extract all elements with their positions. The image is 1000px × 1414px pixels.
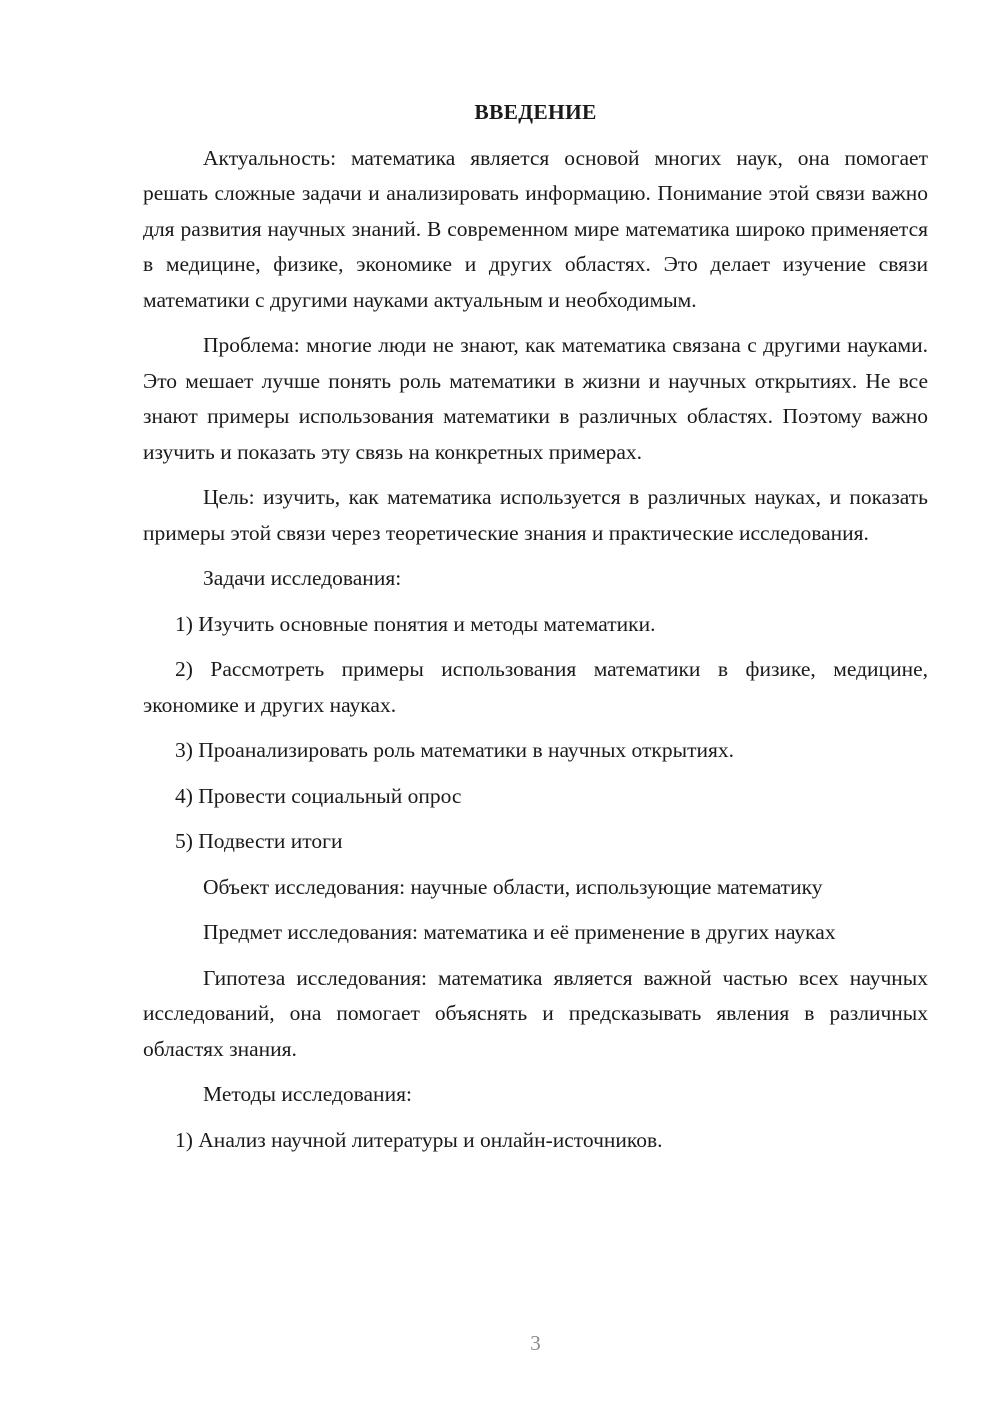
tasks-heading: Задачи исследования: bbox=[203, 566, 402, 590]
page-number: 3 bbox=[530, 1331, 541, 1355]
methods-heading: Методы исследования: bbox=[203, 1082, 412, 1106]
object-paragraph: Объект исследования: научные области, использующие математику bbox=[203, 874, 823, 899]
method-item: 1) Анализ научной литературы и онлайн-источников. bbox=[175, 1127, 663, 1152]
hypothesis-paragraph: Гипотеза исследования: математика является важной частью всех научных исследований, она помогает объяснять и предсказывать явления в различных областях знания. bbox=[143, 965, 928, 1061]
task-item: 5) Подвести итоги bbox=[175, 829, 343, 853]
section-title: ВВЕДЕНИЕ bbox=[474, 100, 597, 124]
problem-paragraph: Проблема: многие люди не знают, как математика связана с другими науками. Это мешает лучше понять роль математики в жизни и научных открытиях. Не все знают примеры использования математики в различных областях. Поэтому важно изучить и показать эту связь на конкретных примерах. bbox=[143, 333, 928, 464]
task-item: 2) Рассмотреть примеры использования математики в физике, медицине, экономике и других науках. bbox=[143, 657, 928, 717]
subject-paragraph: Предмет исследования: математика и её применение в других науках bbox=[203, 920, 836, 944]
task-item: 3) Проанализировать роль математики в научных открытиях. bbox=[175, 738, 734, 762]
relevance-paragraph: Актуальность: математика является основой многих наук, она помогает решать сложные задачи и анализировать информацию. Понимание этой связи важно для развития научных знаний. В современном мире математика широко применяется в медицине, физике, экономике и других областях. Это делает изучение связи математики с другими науками актуальным и необходимым. bbox=[143, 145, 928, 312]
task-item: 1) Изучить основные понятия и методы математики. bbox=[175, 611, 656, 636]
task-item: 4) Провести социальный опрос bbox=[175, 783, 462, 808]
goal-paragraph: Цель: изучить, как математика используется в различных науках, и показать примеры этой связи через теоретические знания и практические исследования. bbox=[143, 485, 928, 545]
document-page bbox=[143, 95, 928, 1168]
